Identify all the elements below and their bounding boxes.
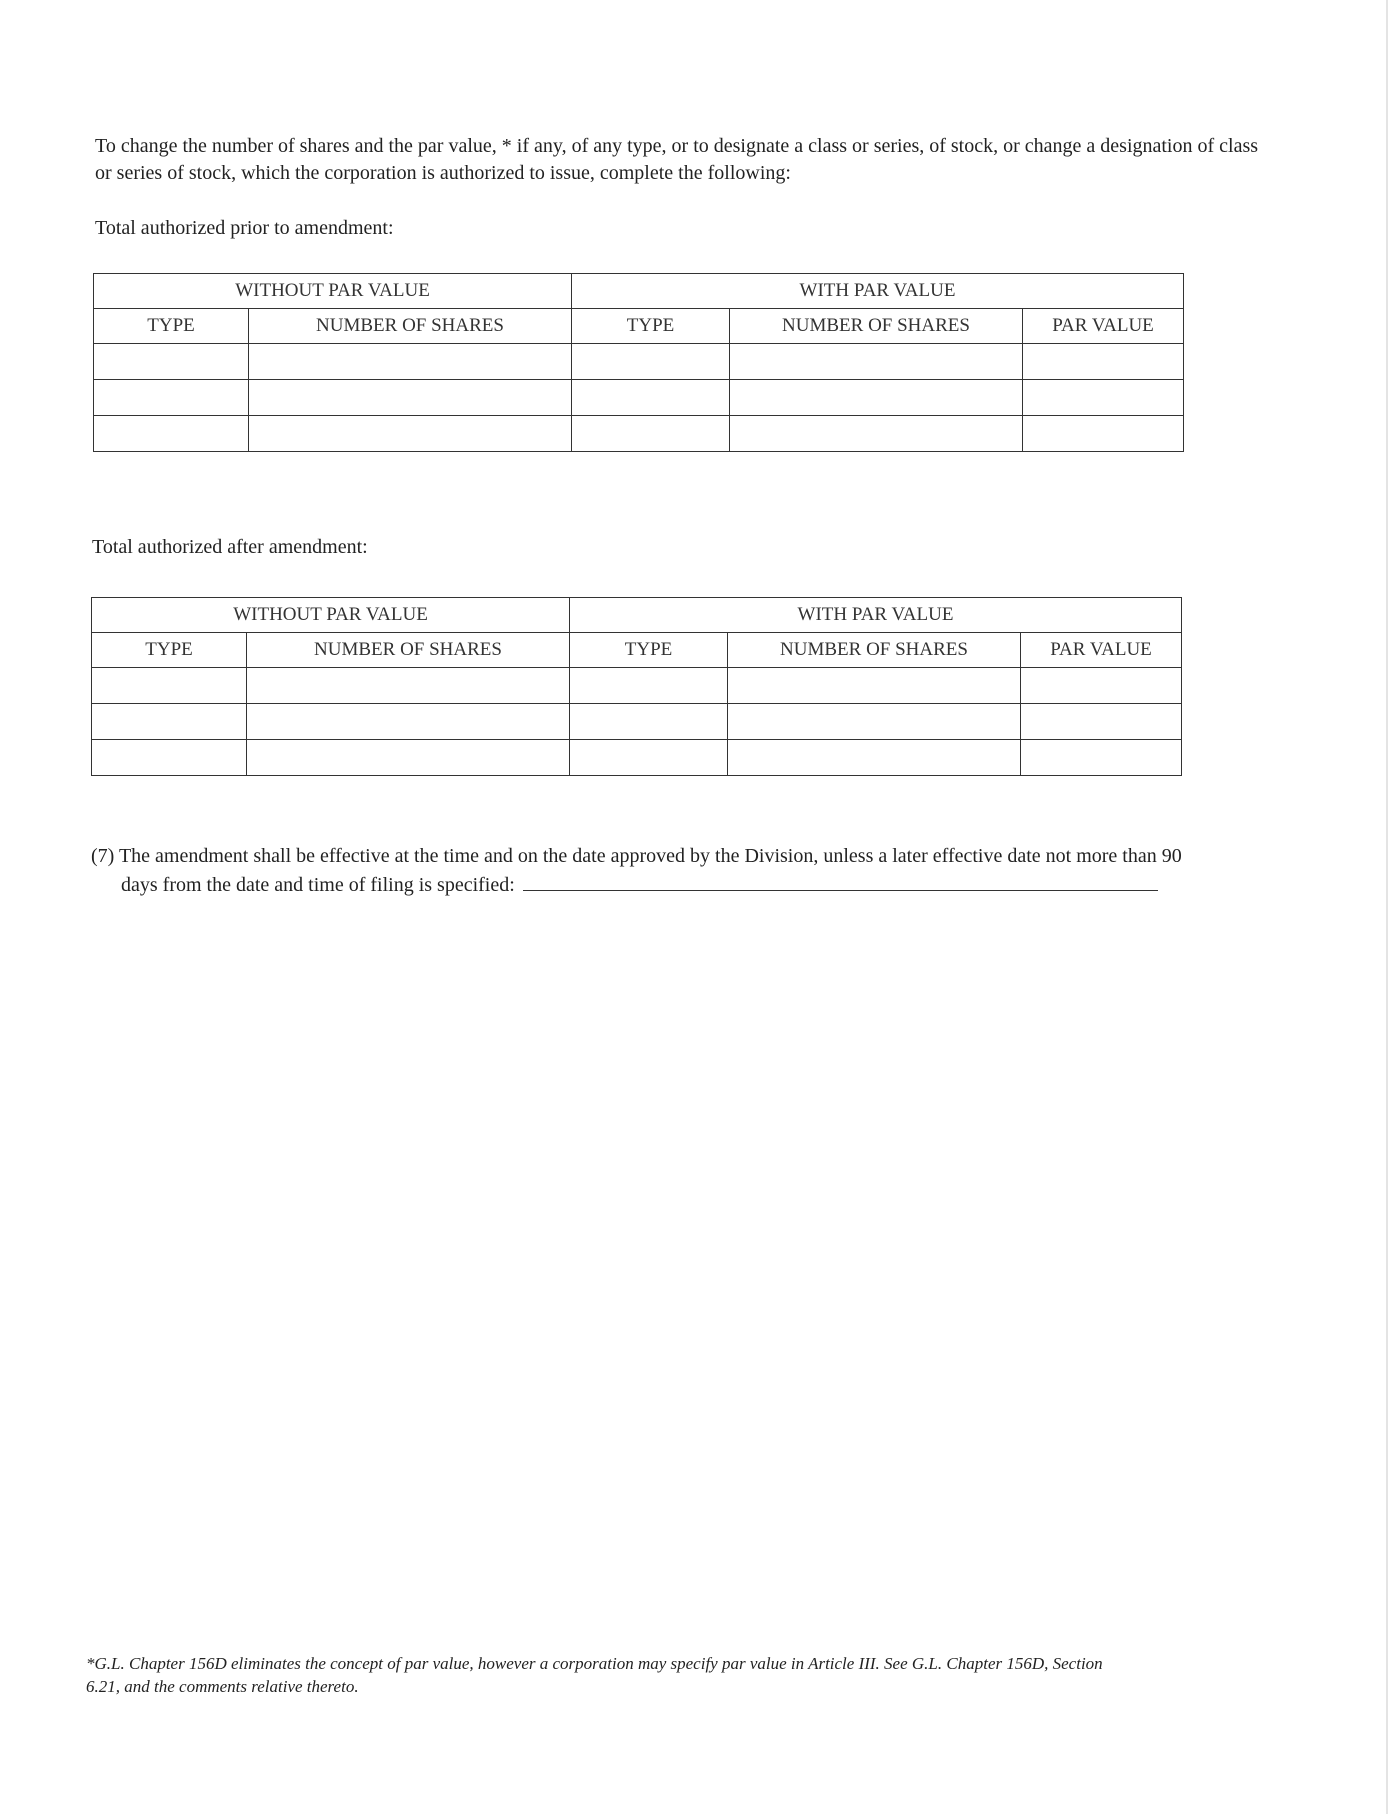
with-par-header: WITH PAR VALUE <box>572 274 1184 309</box>
after-shares-table <box>91 597 1182 776</box>
par-value-header: PAR VALUE <box>1023 309 1184 344</box>
type-header: TYPE <box>572 309 730 344</box>
blank-cell[interactable] <box>92 704 247 740</box>
number-of-shares-header: NUMBER OF SHARES <box>247 633 570 668</box>
blank-cell[interactable] <box>92 740 247 776</box>
effective-date-text-line2: days from the date and time of filing is specified: <box>121 874 515 896</box>
table-row <box>92 704 1182 740</box>
blank-cell[interactable] <box>730 380 1023 416</box>
blank-cell[interactable] <box>1021 704 1182 740</box>
blank-cell[interactable] <box>572 416 730 452</box>
effective-date-text-line1: (7) The amendment shall be effective at the time and on the date approved by the Division, unless a later effective date not more than 90 <box>91 845 1182 867</box>
blank-cell[interactable] <box>728 668 1021 704</box>
blank-cell[interactable] <box>570 668 728 704</box>
prior-shares-table <box>93 273 1184 452</box>
scan-edge-line <box>1386 0 1388 1814</box>
blank-cell[interactable] <box>92 668 247 704</box>
footnote: *G.L. Chapter 156D eliminates the concept of par value, however a corporation may specify par value in Article III. See G.L. Chapter 156D, Section 6.21, and the comments relative thereto. <box>86 1654 1103 1696</box>
blank-cell[interactable] <box>572 380 730 416</box>
blank-cell[interactable] <box>94 416 249 452</box>
without-par-header: WITHOUT PAR VALUE <box>92 598 570 633</box>
number-of-shares-header: NUMBER OF SHARES <box>728 633 1021 668</box>
prior-amendment-label: Total authorized prior to amendment: <box>95 217 394 239</box>
type-header: TYPE <box>94 309 249 344</box>
table-row <box>92 740 1182 776</box>
blank-cell[interactable] <box>1021 740 1182 776</box>
blank-cell[interactable] <box>570 704 728 740</box>
intro-paragraph: To change the number of shares and the par value, * if any, of any type, or to designate a class or series, of stock, or change a designation of class or series of stock, which the corporation is authorized to issue, complete the following: <box>95 135 1259 184</box>
after-amendment-label: Total authorized after amendment: <box>92 536 368 558</box>
blank-cell[interactable] <box>1023 344 1184 380</box>
blank-cell[interactable] <box>249 344 572 380</box>
with-par-header: WITH PAR VALUE <box>570 598 1182 633</box>
blank-cell[interactable] <box>570 740 728 776</box>
blank-cell[interactable] <box>572 344 730 380</box>
par-value-header: PAR VALUE <box>1021 633 1182 668</box>
without-par-header: WITHOUT PAR VALUE <box>94 274 572 309</box>
blank-cell[interactable] <box>247 704 570 740</box>
blank-cell[interactable] <box>1021 668 1182 704</box>
blank-cell[interactable] <box>94 344 249 380</box>
table-row <box>92 668 1182 704</box>
type-header: TYPE <box>570 633 728 668</box>
table-row <box>94 380 1184 416</box>
blank-cell[interactable] <box>247 668 570 704</box>
number-of-shares-header: NUMBER OF SHARES <box>730 309 1023 344</box>
blank-cell[interactable] <box>730 416 1023 452</box>
blank-cell[interactable] <box>247 740 570 776</box>
effective-date-item <box>91 843 1241 899</box>
table-row <box>94 416 1184 452</box>
number-of-shares-header: NUMBER OF SHARES <box>249 309 572 344</box>
blank-cell[interactable] <box>249 416 572 452</box>
blank-cell[interactable] <box>728 740 1021 776</box>
blank-cell[interactable] <box>249 380 572 416</box>
blank-cell[interactable] <box>1023 380 1184 416</box>
blank-cell[interactable] <box>94 380 249 416</box>
effective-date-blank[interactable] <box>523 870 1158 891</box>
blank-cell[interactable] <box>730 344 1023 380</box>
blank-cell[interactable] <box>728 704 1021 740</box>
blank-cell[interactable] <box>1023 416 1184 452</box>
type-header: TYPE <box>92 633 247 668</box>
table-row <box>94 344 1184 380</box>
